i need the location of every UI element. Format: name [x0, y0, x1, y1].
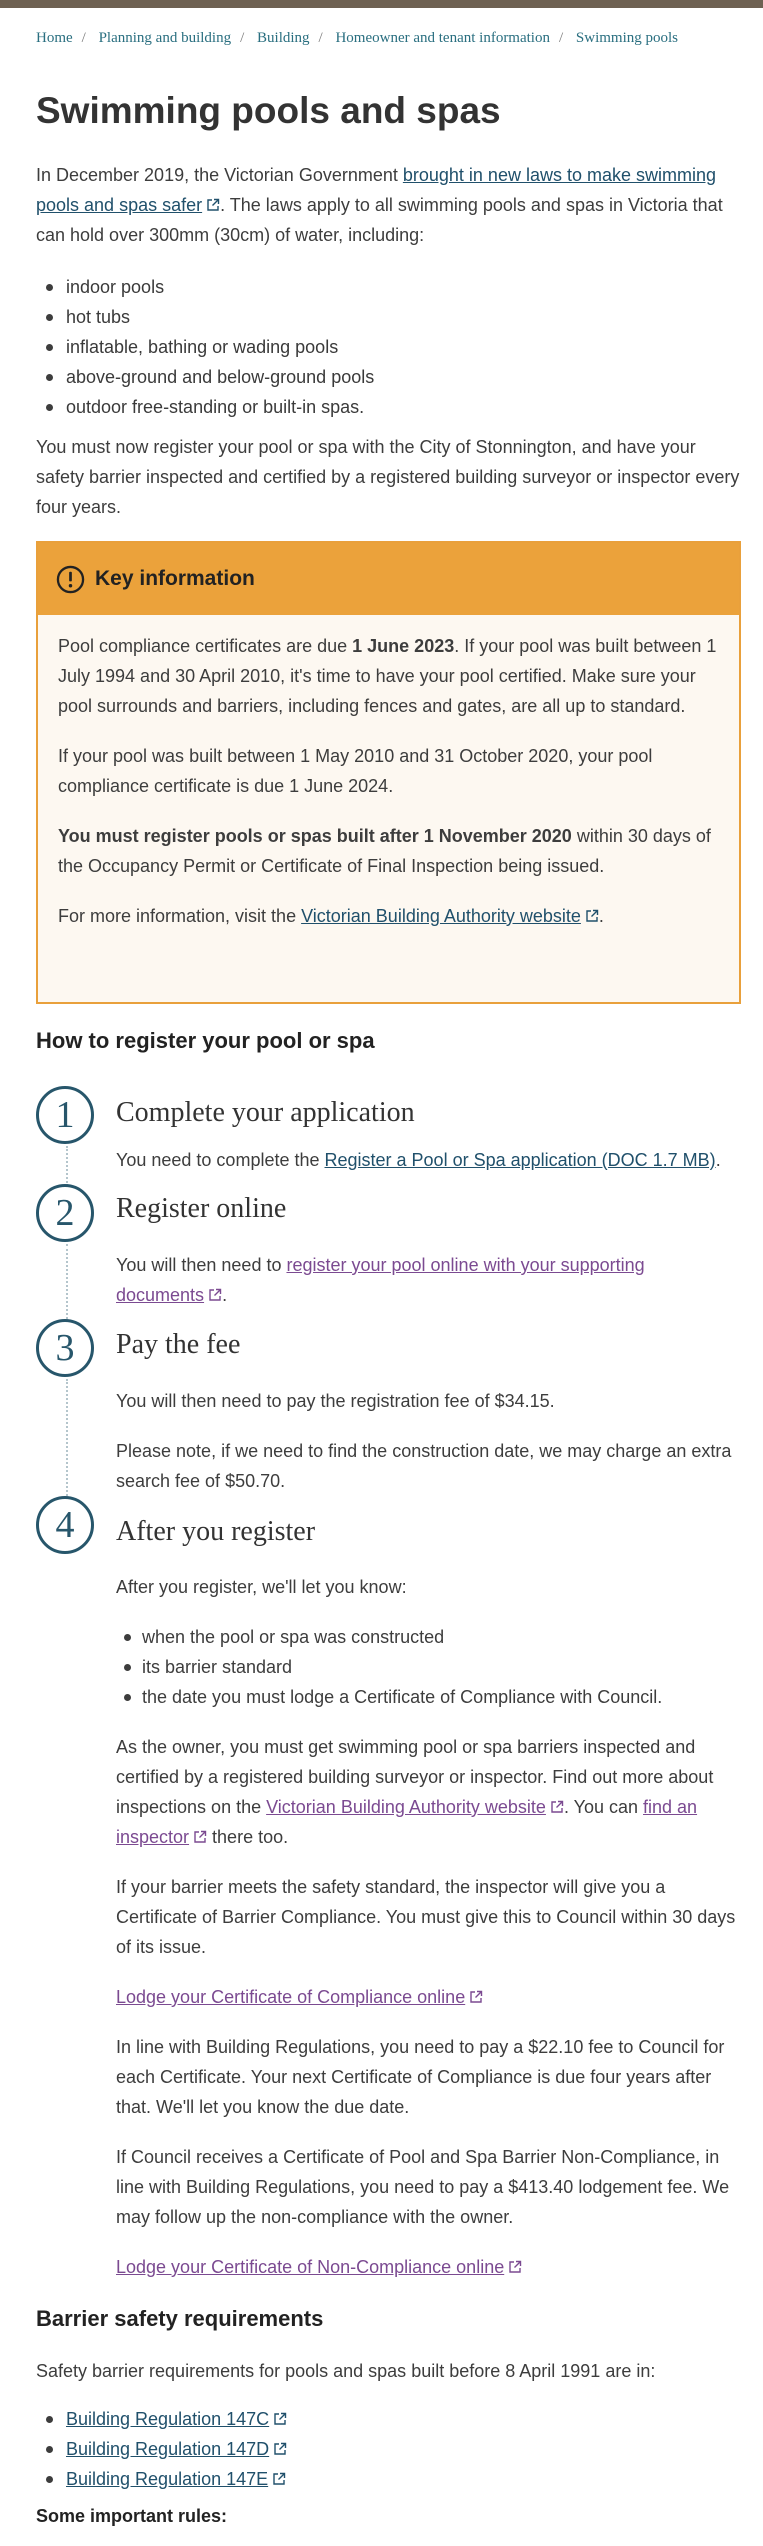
list-item: [36, 2464, 287, 2494]
step-4-non-compliance-link-line: [116, 2252, 741, 2282]
key-information-body: [58, 631, 718, 951]
step-4-barrier-compliance-text: If your barrier meets the safety standard, the inspector will give you a Certificate of Barrier Compliance. You must give this to Council within 30 days of its issue.: [116, 1877, 736, 1957]
new-laws-link[interactable]: brought in new laws to make swimming pools and spas safer: [36, 165, 717, 215]
step-1-number: 1: [36, 1086, 94, 1144]
step-connector: [66, 1146, 68, 1186]
barrier-safety-heading: Barrier safety requirements: [36, 2306, 324, 2331]
list-item: [36, 2434, 287, 2464]
list-item: indoor pools: [36, 272, 374, 302]
step-3-number: 3: [36, 1319, 94, 1377]
step-2-number: 2: [36, 1184, 94, 1242]
header-image-strip: [0, 0, 763, 8]
step-3-title: Pay the fee: [116, 1329, 241, 1360]
lodge-non-compliance-link[interactable]: Lodge your Certificate of Non-Compliance online: [116, 2257, 505, 2277]
step-4-number: 4: [36, 1496, 94, 1554]
important-rules-heading: Some important rules:: [36, 2506, 228, 2526]
step-1-text: You need to complete the Register a Pool or Spa application (DOC 1.7 MB).: [116, 1150, 721, 1170]
step-connector: [66, 1244, 68, 1319]
key-info-paragraph: Pool compliance certificates are due 1 June 2023. If your pool was built between 1 July 1994 and 30 April 2010, it's time to have your pool certified. Make sure your pool surrounds and barriers, including fences and gates, are all up to standard.: [58, 636, 717, 716]
breadcrumb-homeowner[interactable]: Homeowner and tenant information: [335, 30, 550, 46]
list-item: its barrier standard: [116, 1652, 662, 1682]
pool-types-list: [36, 272, 374, 422]
breadcrumb-planning[interactable]: Planning and building: [98, 30, 232, 46]
breadcrumb-building[interactable]: Building: [257, 30, 310, 46]
external-link-icon: [208, 1288, 222, 1302]
step-4-lodge-link-line: [116, 1982, 741, 2012]
step-3-search-fee-text: Please note, if we need to find the construction date, we may charge an extra search fee of $50.70.: [116, 1441, 732, 1491]
register-pool-application-link[interactable]: Register a Pool or Spa application (DOC 1.7 MB): [324, 1150, 716, 1170]
external-link-icon: [273, 2412, 287, 2426]
page-title: Swimming pools and spas: [36, 90, 501, 131]
list-item: inflatable, bathing or wading pools: [36, 332, 374, 362]
regulation-147c-link[interactable]: Building Regulation 147C: [66, 2409, 270, 2429]
key-info-paragraph: If your pool was built between 1 May 2010 and 31 October 2020, your pool compliance certificate is due 1 June 2024.: [58, 746, 653, 796]
list-item: the date you must lodge a Certificate of Compliance with Council.: [116, 1682, 662, 1712]
list-item: [36, 2404, 287, 2434]
list-item: when the pool or spa was constructed: [116, 1622, 662, 1652]
vba-inspections-link[interactable]: Victorian Building Authority website: [266, 1797, 546, 1817]
alert-icon: [56, 565, 85, 594]
step-4-intro: After you register, we'll let you know:: [116, 1577, 407, 1597]
breadcrumb-home[interactable]: Home: [36, 30, 73, 46]
step-3-fee-text: You will then need to pay the registration fee of $34.15.: [116, 1391, 555, 1411]
step-2-title: Register online: [116, 1193, 287, 1224]
lodge-compliance-link[interactable]: Lodge your Certificate of Compliance online: [116, 1987, 466, 2007]
step-2-text: You will then need to register your pool online with your supporting documents .: [116, 1255, 645, 1305]
step-1-title: Complete your application: [116, 1097, 415, 1128]
step-4-inspection-text: As the owner, you must get swimming pool or spa barriers inspected and certified by a registered building surveyor or inspector. Find out more about inspections on the Victorian Building Authority website . You can find an inspector there too.: [116, 1737, 714, 1847]
external-link-icon: [206, 198, 220, 212]
step-4-title: After you register: [116, 1516, 316, 1547]
external-link-icon: [550, 1800, 564, 1814]
key-information-heading: Key information: [95, 567, 255, 590]
find-inspector-link[interactable]: find an inspector: [116, 1797, 698, 1847]
list-item: outdoor free-standing or built-in spas.: [36, 392, 374, 422]
external-link-icon: [273, 2442, 287, 2456]
building-regulations-list: [36, 2404, 287, 2494]
register-requirement-text: You must now register your pool or spa with the City of Stonnington, and have your safety barrier inspected and certified by a registered building surveyor or inspector every four years.: [36, 437, 740, 517]
step-connector: [66, 1379, 68, 1496]
step-4-fee-text: In line with Building Regulations, you need to pay a $22.10 fee to Council for each Certificate. Your next Certificate of Compliance is due four years after that. We'll let you know the due date.: [116, 2037, 725, 2117]
step-4-list: [116, 1622, 662, 1712]
key-info-paragraph: You must register pools or spas built after 1 November 2020 within 30 days of the Occupancy Permit or Certificate of Final Inspection being issued.: [58, 826, 711, 876]
breadcrumb-swimming-pools[interactable]: Swimming pools: [575, 30, 679, 46]
register-pool-online-link[interactable]: register your pool online with your supporting documents: [116, 1255, 645, 1305]
regulation-147d-link[interactable]: Building Regulation 147D: [66, 2439, 270, 2459]
breadcrumb: Home / Planning and building / Building / Homeowner and tenant information / Swimming pools: [36, 30, 679, 46]
barrier-safety-text: Safety barrier requirements for pools and spas built before 8 April 1991 are in:: [36, 2361, 656, 2381]
external-link-icon: [508, 2260, 522, 2274]
intro-paragraph: In December 2019, the Victorian Government brought in new laws to make swimming pools and spas safer . The laws apply to all swimming pools and spas in Victoria that can hold over 300mm (30cm) of water, including:: [36, 165, 723, 245]
vba-website-link[interactable]: Victorian Building Authority website: [301, 906, 581, 926]
how-to-register-heading: How to register your pool or spa: [36, 1028, 375, 1053]
external-link-icon: [585, 909, 599, 923]
key-info-paragraph: For more information, visit the Victorian Building Authority website .: [58, 906, 604, 926]
external-link-icon: [272, 2472, 286, 2486]
external-link-icon: [469, 1990, 483, 2004]
key-information-box: [36, 541, 741, 1004]
regulation-147e-link[interactable]: Building Regulation 147E: [66, 2469, 269, 2489]
key-information-header: [38, 543, 739, 615]
external-link-icon: [193, 1830, 207, 1844]
list-item: above-ground and below-ground pools: [36, 362, 374, 392]
list-item: hot tubs: [36, 302, 374, 332]
step-4-non-compliance-text: If Council receives a Certificate of Pool and Spa Barrier Non-Compliance, in line with Building Regulations, you need to pay a $413.40 lodgement fee. We may follow up the non-compliance with the owner.: [116, 2147, 730, 2227]
